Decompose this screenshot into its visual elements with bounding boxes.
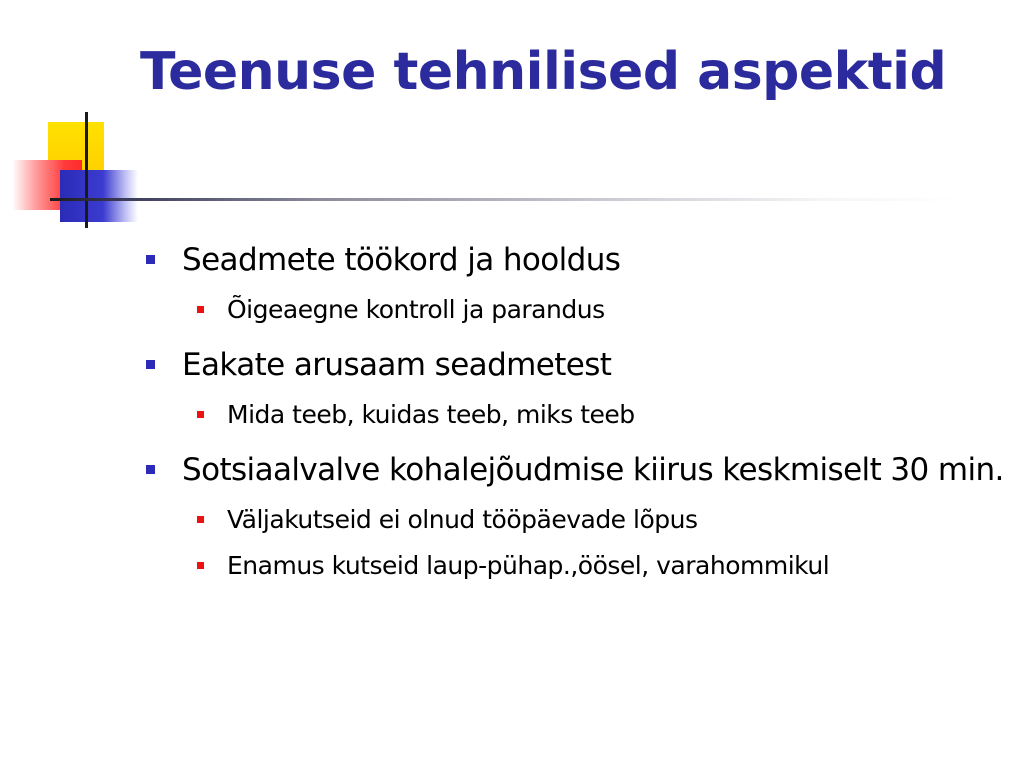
small-square-bullet-icon xyxy=(197,306,204,313)
sub-bullet-text: Mida teeb, kuidas teeb, miks teeb xyxy=(227,400,635,429)
slide-title: Teenuse tehnilised aspektid xyxy=(140,42,947,102)
square-bullet-icon xyxy=(146,255,155,264)
small-square-bullet-icon xyxy=(197,562,204,569)
sub-bullet-list xyxy=(182,497,1012,589)
title-underline-rule xyxy=(50,198,960,201)
bullet-item xyxy=(142,341,1012,438)
slide-content xyxy=(142,236,1012,589)
bullet-text: Seadmete töökord ja hooldus xyxy=(182,242,621,278)
small-square-bullet-icon xyxy=(197,516,204,523)
square-bullet-icon xyxy=(146,360,155,369)
sub-bullet-list xyxy=(182,392,1012,438)
decorative-vertical-line xyxy=(85,112,88,228)
sub-bullet-item xyxy=(182,497,1012,543)
decorative-blue-square xyxy=(60,170,138,222)
sub-bullet-list xyxy=(182,287,1012,333)
sub-bullet-item xyxy=(182,287,1012,333)
sub-bullet-item xyxy=(182,543,1012,589)
bullet-item xyxy=(142,446,1012,589)
small-square-bullet-icon xyxy=(197,411,204,418)
bullet-item xyxy=(142,236,1012,333)
sub-bullet-item xyxy=(182,392,1012,438)
sub-bullet-text: Väljakutseid ei olnud tööpäevade lõpus xyxy=(227,505,698,534)
bullet-text: Eakate arusaam seadmetest xyxy=(182,347,612,383)
sub-bullet-text: Õigeaegne kontroll ja parandus xyxy=(227,295,605,324)
bullet-list xyxy=(142,236,1012,589)
bullet-text: Sotsiaalvalve kohalejõudmise kiirus keskmiselt 30 min. xyxy=(182,452,1004,488)
square-bullet-icon xyxy=(146,465,155,474)
sub-bullet-text: Enamus kutseid laup-pühap.,öösel, varahommikul xyxy=(227,551,830,580)
